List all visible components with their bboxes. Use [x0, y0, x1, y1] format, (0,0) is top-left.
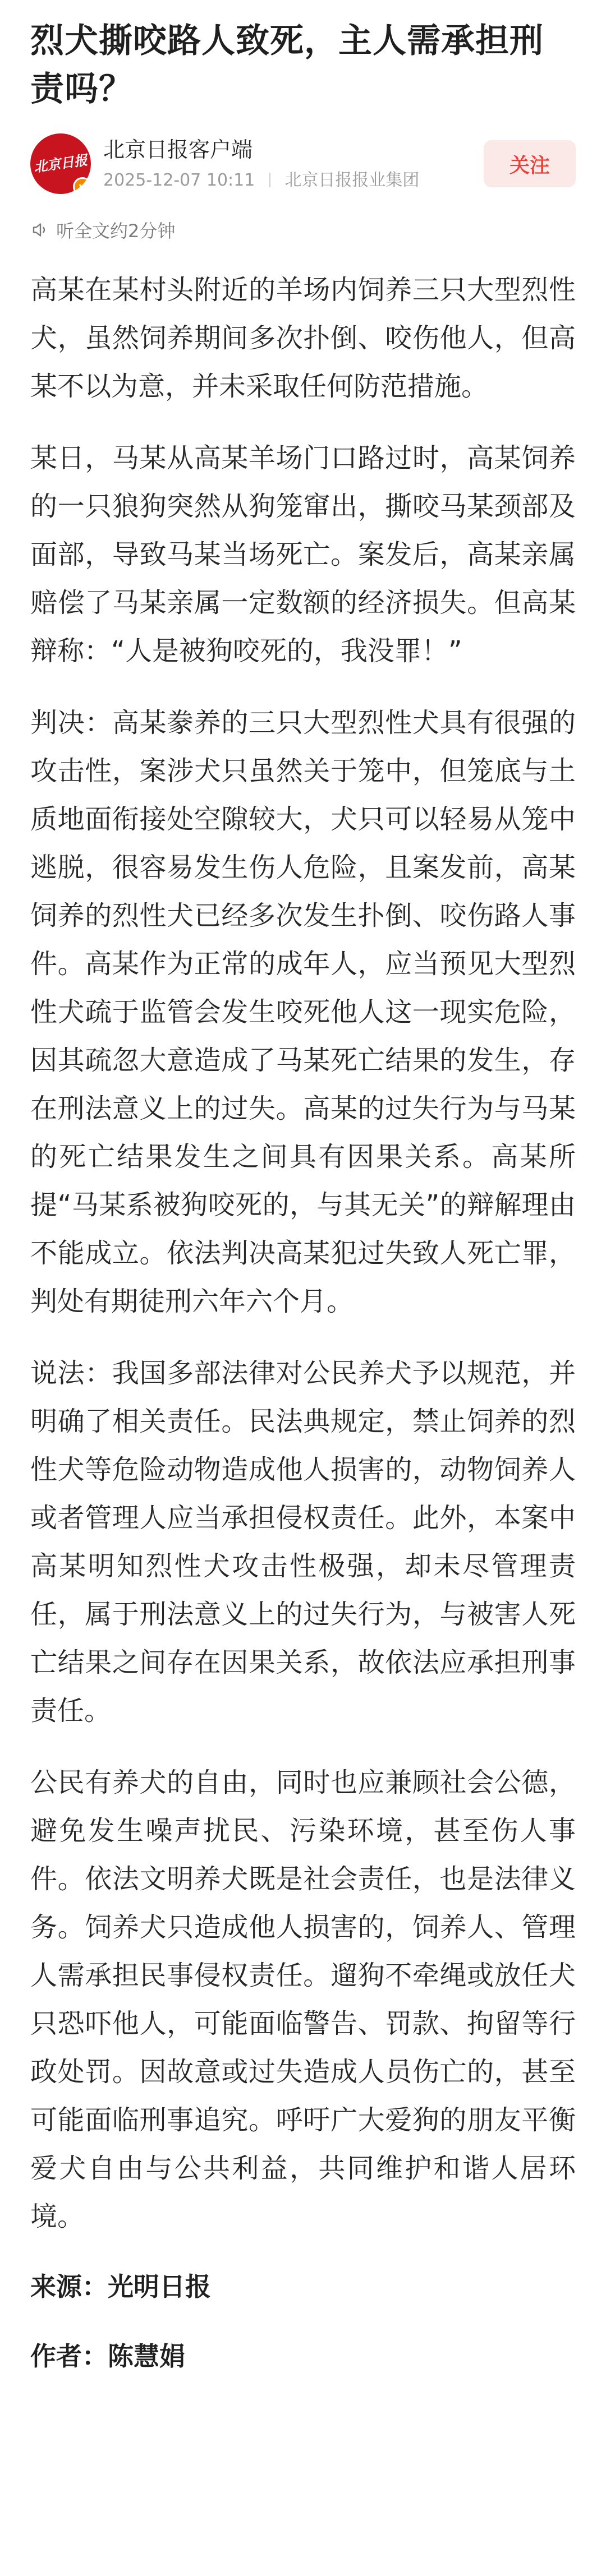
- beijing-daily-logo-icon: 北京日报: [33, 151, 89, 176]
- author-bar: [30, 130, 576, 197]
- article-byline: 作者：陈慧娟: [30, 2341, 185, 2371]
- author-info: [103, 136, 484, 192]
- body-paragraph: 公民有养犬的自由，同时也应兼顾社会公德，避免发生噪声扰民、污染环境，甚至伤人事件。依法文明养犬既是社会责任，也是法律义务。饲养犬只造成他人损害的，饲养人、管理人需承担民事侵权责任。遛狗不牵绳或放任犬只恐吓他人，可能面临警告、罚款、拘留等行政处罚。因故意或过失造成人员伤亡的，甚至可能面临刑事追究。呼吁广大爱狗的朋友平衡爱犬自由与公共利益，共同维护和谐人居环境。: [30, 1767, 576, 2232]
- article-source: 来源：光明日报: [30, 2272, 211, 2302]
- publisher-org: 北京日报报业集团: [284, 170, 420, 190]
- listen-label: 听全文约2分钟: [56, 220, 176, 242]
- avatar[interactable]: [30, 133, 91, 194]
- publish-date: 2025-12-07 10:11: [103, 170, 255, 190]
- verified-badge-icon: v: [73, 177, 91, 194]
- article-title: 烈犬撕咬路人致死，主人需承担刑责吗？: [30, 21, 544, 109]
- body-paragraph: 某日，马某从高某羊场门口路过时，高某饲养的一只狼狗突然从狗笼窜出，撕咬马某颈部及面部，导致马某当场死亡。案发后，高某亲属赔偿了马某亲属一定数额的经济损失。但高某辩称：“人是被狗咬死的，我没罪！”: [30, 442, 576, 667]
- body-paragraph: 说法：我国多部法律对公民养犬予以规范，并明确了相关责任。民法典规定，禁止饲养的烈性犬等危险动物造成他人损害的，动物饲养人或者管理人应当承担侵权责任。此外，本案中高某明知烈性犬攻击性极强，却未尽管理责任，属于刑法意义上的过失行为，与被害人死亡结果之间存在因果关系，故依法应承担刑事责任。: [30, 1358, 576, 1726]
- author-name[interactable]: 北京日报客户端: [103, 137, 253, 162]
- listen-full-text[interactable]: [30, 214, 576, 246]
- follow-button[interactable]: 关注: [484, 140, 576, 187]
- article-body: [30, 266, 576, 2379]
- meta-divider: [269, 173, 270, 187]
- speaker-icon: [30, 220, 50, 240]
- publish-meta: [103, 169, 484, 192]
- body-paragraph: 判决：高某豢养的三只大型烈性犬具有很强的攻击性，案涉犬只虽然关于笼中，但笼底与土质地面衔接处空隙较大，犬只可以轻易从笼中逃脱，很容易发生伤人危险，且案发前，高某饲养的烈性犬已经多次发生扑倒、咬伤路人事件。高某作为正常的成年人，应当预见大型烈性犬疏于监管会发生咬死他人这一现实危险，因其疏忽大意造成了马某死亡结果的发生，存在刑法意义上的过失。高某的过失行为与马某的死亡结果发生之间具有因果关系。高某所提“马某系被狗咬死的，与其无关”的辩解理由不能成立。依法判决高某犯过失致人死亡罪，判处有期徒刑六年六个月。: [30, 707, 576, 1317]
- body-paragraph: 高某在某村头附近的羊场内饲养三只大型烈性犬，虽然饲养期间多次扑倒、咬伤他人，但高某不以为意，并未采取任何防范措施。: [30, 274, 576, 402]
